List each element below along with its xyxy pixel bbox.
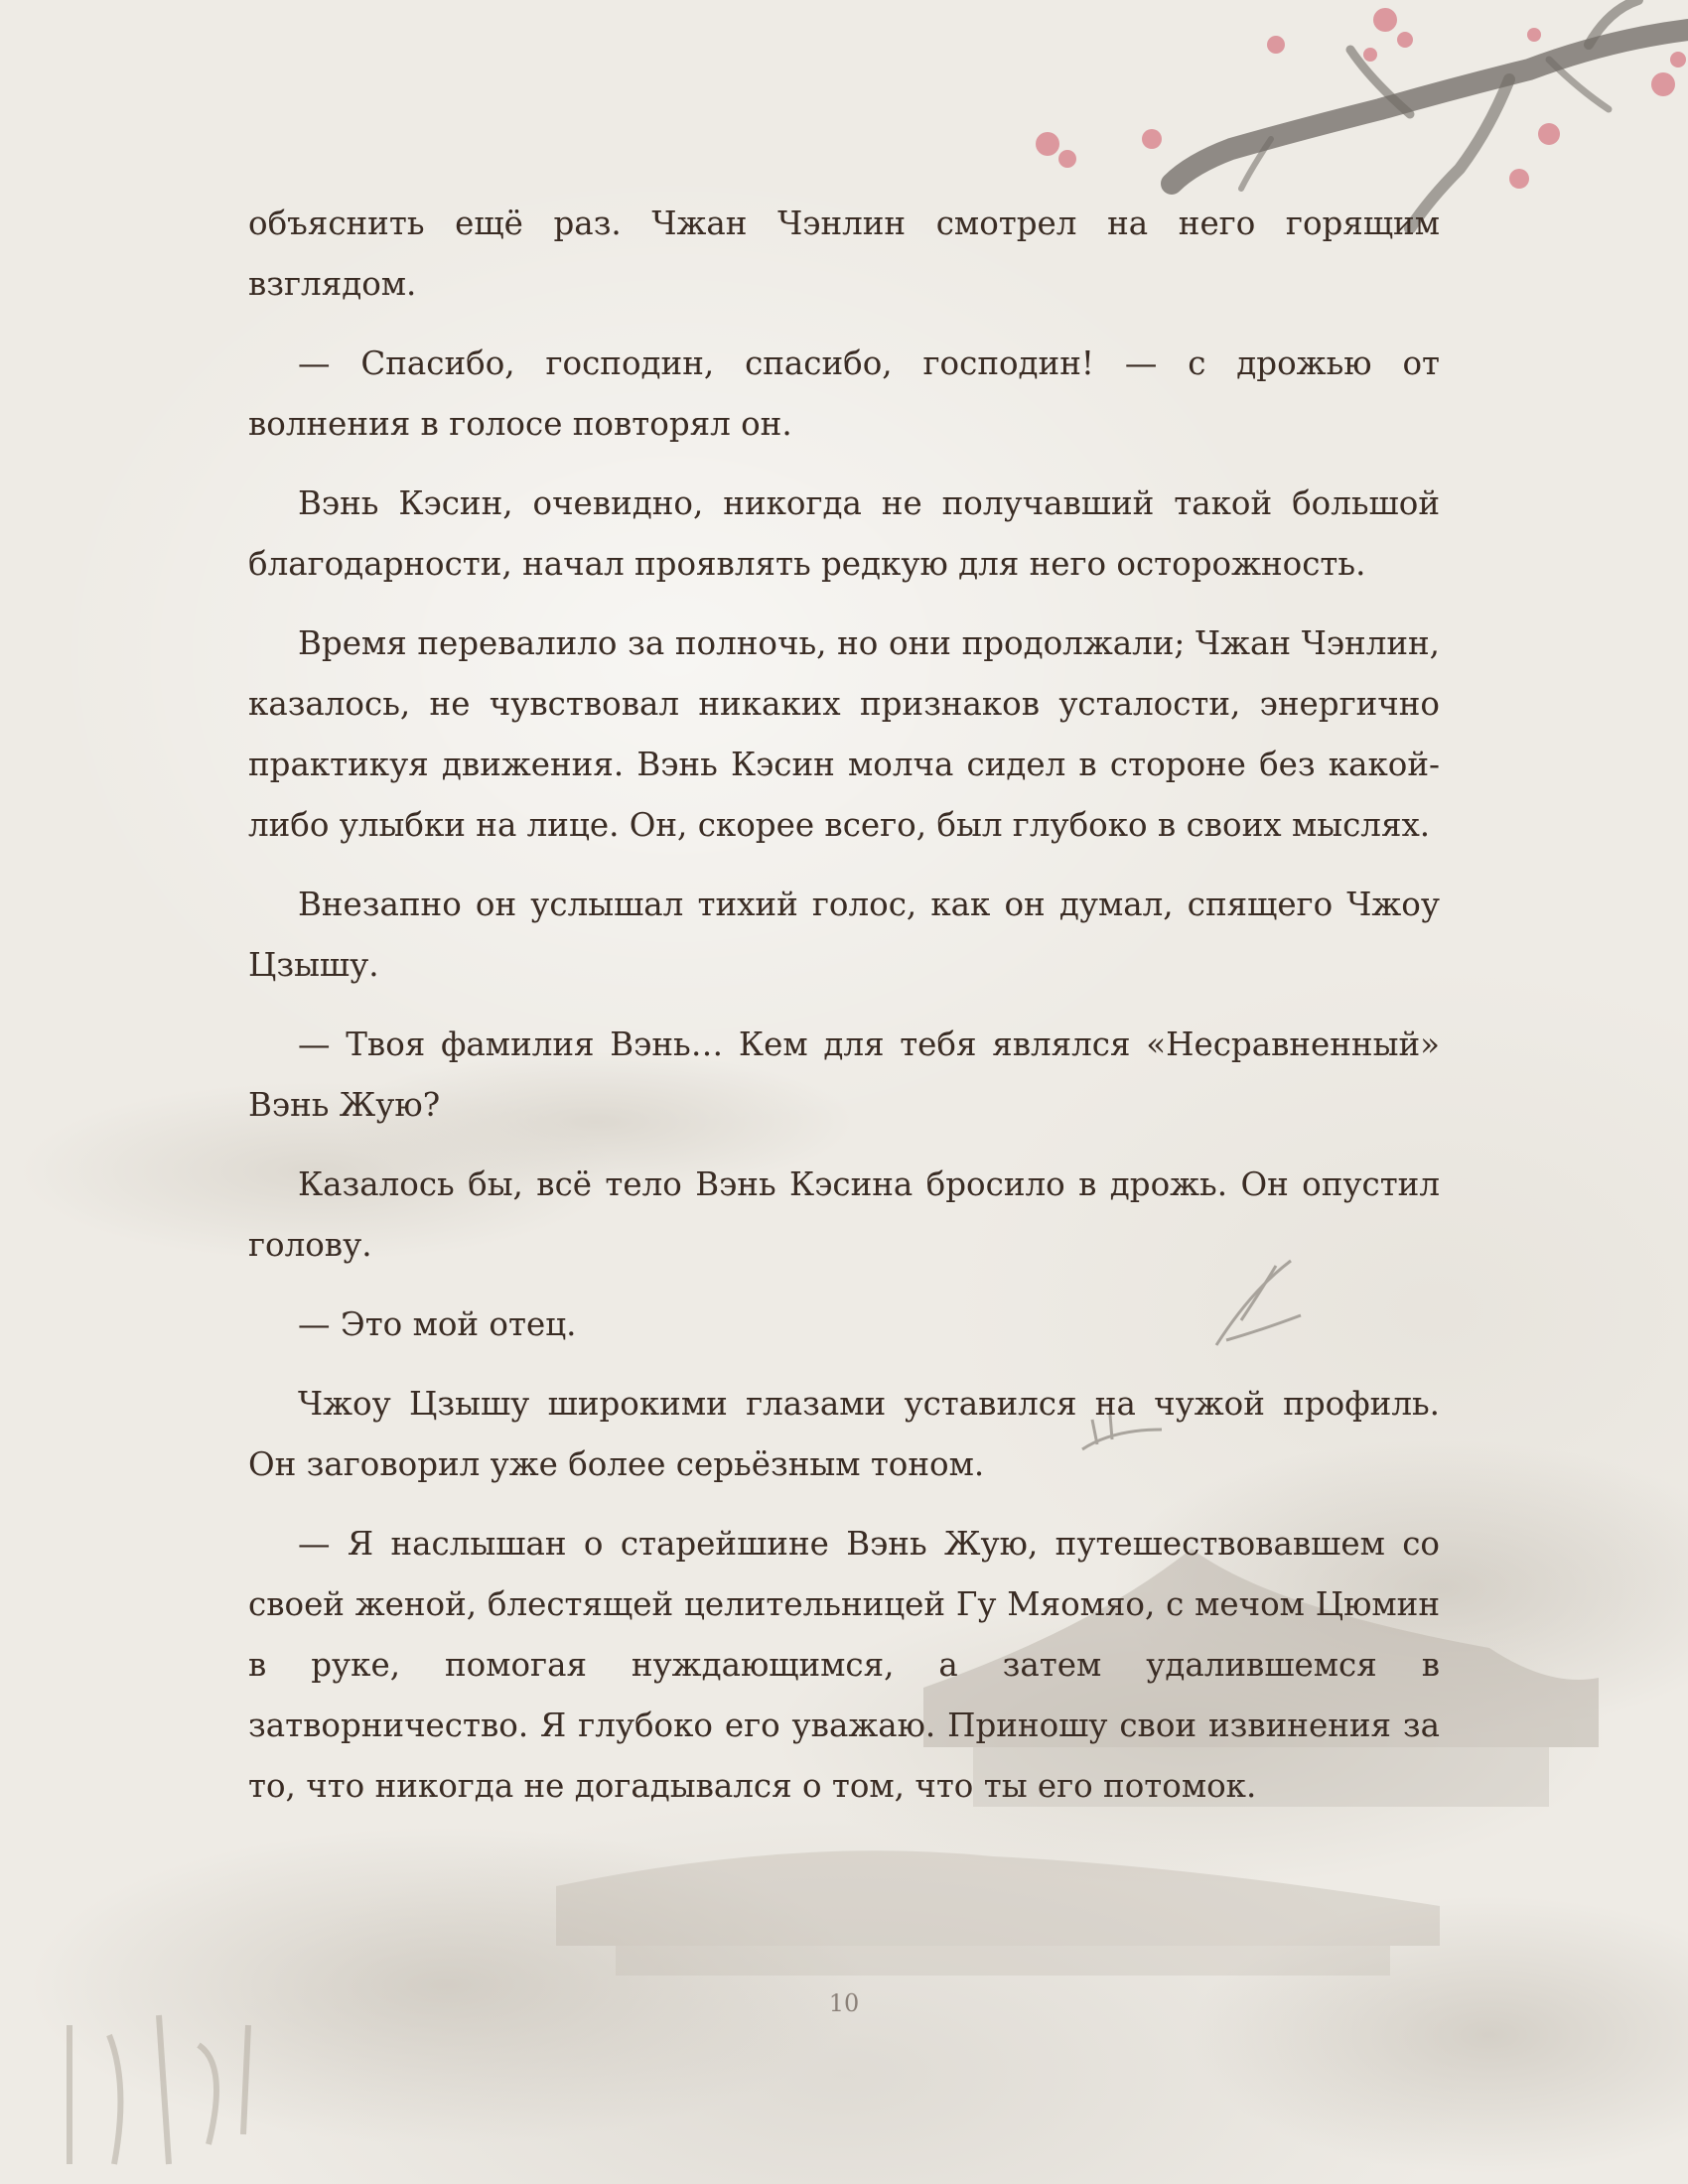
paragraph: Чжоу Цзышу широкими глазами уставился на чужой профиль. Он заговорил уже более серьёзным тоном. <box>248 1385 1440 1483</box>
paragraph: Казалось бы, всё тело Вэнь Кэсина бросило в дрожь. Он опустил голову. <box>248 1165 1440 1264</box>
paragraph: — Это мой отец. <box>298 1305 577 1343</box>
paragraph: Время перевалило за полночь, но они продолжали; Чжан Чэнлин, казалось, не чувствовал никаких признаков усталости, энергично практикуя движения. Вэнь Кэсин молча сидел в стороне без какой-либо улыбки на лице. Он, скорее всего, был глубоко в своих мыслях. <box>248 624 1440 844</box>
paragraph: Вэнь Кэсин, очевидно, никогда не получавший такой большой благодарности, начал проявлять редкую для него осторожность. <box>248 484 1440 583</box>
chapter-text <box>248 194 1440 1836</box>
paragraph: объяснить ещё раз. Чжан Чэнлин смотрел на него горящим взглядом. <box>248 205 1440 303</box>
paragraph: — Я наслышан о старейшине Вэнь Жую, путешествовавшем со своей женой, блестящей целительницей Гу Мяомяо, с мечом Цюмин в руке, помогая нуждающимся, а затем удалившемся в затворничество. Я глубоко его уважаю. Приношу свои извинения за то, что никогда не догадывался о том, что ты его потомок. <box>248 1525 1440 1805</box>
paragraph: — Твоя фамилия Вэнь… Кем для тебя являлся «Несравненный» Вэнь Жую? <box>248 1025 1440 1124</box>
page-number: 10 <box>828 1989 860 2017</box>
paragraph: — Спасибо, господин, спасибо, господин! — с дрожью от волнения в голосе повторял он. <box>248 344 1440 443</box>
paragraph: Внезапно он услышал тихий голос, как он думал, спящего Чжоу Цзышу. <box>248 886 1440 984</box>
